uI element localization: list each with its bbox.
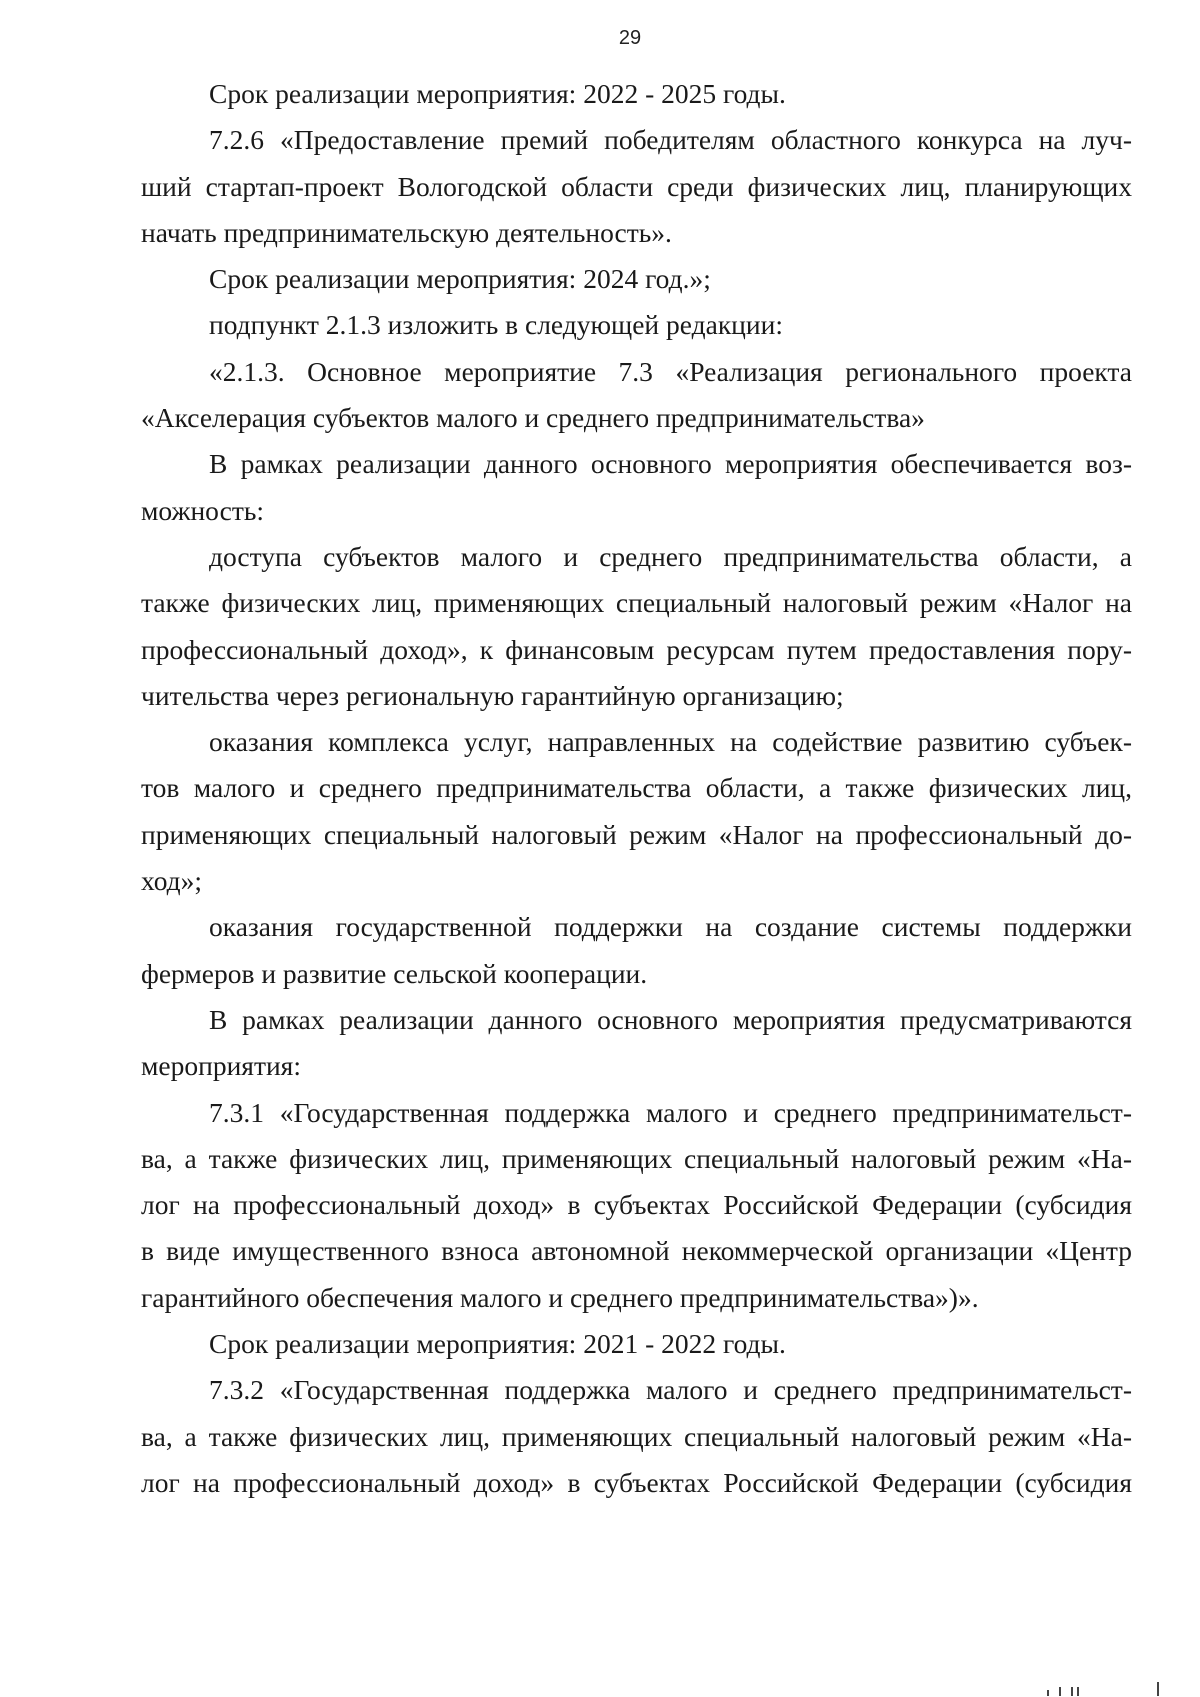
- text-line: начать предпринимательскую деятельность».: [141, 216, 672, 248]
- text-line: применяющих специальный налоговый режим «Налог на профессиональный до-: [141, 818, 1132, 850]
- text-line: лог на профессиональный доход» в субъектах Российской Федерации (субсидия: [141, 1189, 1132, 1221]
- text-line: мероприятия:: [141, 1050, 301, 1082]
- text-line: 7.3.1 «Государственная поддержка малого и среднего предпринимательст-: [209, 1096, 1132, 1128]
- text-line: оказания комплекса услуг, направленных на содействие развитию субъек-: [209, 726, 1132, 758]
- scan-mark: [1157, 1682, 1159, 1696]
- text-line: В рамках реализации данного основного мероприятия обеспечивается воз-: [209, 448, 1132, 480]
- text-line: 7.3.2 «Государственная поддержка малого и среднего предпринимательст-: [209, 1374, 1132, 1406]
- scan-mark: [1071, 1687, 1073, 1696]
- text-line: Срок реализации мероприятия: 2022 - 2025 годы.: [209, 78, 786, 109]
- text-line: в виде имущественного взноса автономной некоммерческой организации «Центр: [141, 1235, 1132, 1267]
- scan-mark: [1077, 1687, 1079, 1696]
- text-line: Срок реализации мероприятия: 2024 год.»;: [209, 263, 711, 295]
- text-line: ший стартап-проект Вологодской области среди физических лиц, планирующих: [141, 170, 1132, 202]
- text-line: также физических лиц, применяющих специальный налоговый режим «Налог на: [141, 587, 1132, 619]
- text-line: чительства через региональную гарантийную организацию;: [141, 679, 844, 711]
- text-line: «Акселерация субъектов малого и среднего предпринимательства»: [141, 402, 925, 434]
- text-line: можность:: [141, 494, 265, 526]
- text-line: «2.1.3. Основное мероприятие 7.3 «Реализация регионального проекта: [209, 355, 1132, 387]
- text-line: гарантийного обеспечения малого и среднего предпринимательства»)».: [141, 1281, 979, 1313]
- text-line: ва, а также физических лиц, применяющих специальный налоговый режим «На-: [141, 1420, 1132, 1452]
- text-line: 7.2.6 «Предоставление премий победителям областного конкурса на луч-: [209, 124, 1132, 156]
- scan-edge-marks: [1037, 1676, 1177, 1696]
- text-line: фермеров и развитие сельской кооперации.: [141, 957, 648, 989]
- text-line: ва, а также физических лиц, применяющих специальный налоговый режим «На-: [141, 1142, 1132, 1174]
- text-line: В рамках реализации данного основного мероприятия предусматриваются: [209, 1003, 1132, 1035]
- document-body: [141, 71, 1132, 1506]
- scan-mark: [1047, 1690, 1049, 1696]
- text-line: профессиональный доход», к финансовым ресурсам путем предоставления пору-: [141, 633, 1132, 665]
- scan-mark: [1059, 1687, 1061, 1696]
- text-line: оказания государственной поддержки на создание системы поддержки: [209, 911, 1132, 943]
- text-line: тов малого и среднего предпринимательства области, а также физических лиц,: [141, 772, 1132, 804]
- text-line: подпункт 2.1.3 изложить в следующей редакции:: [209, 309, 783, 341]
- page-number: 29: [618, 27, 642, 49]
- text-line: Срок реализации мероприятия: 2021 - 2022 годы.: [209, 1328, 786, 1360]
- text-line: ход»;: [141, 865, 203, 897]
- text-line: лог на профессиональный доход» в субъектах Российской Федерации (субсидия: [141, 1466, 1132, 1498]
- text-line: доступа субъектов малого и среднего предпринимательства области, а: [209, 540, 1132, 572]
